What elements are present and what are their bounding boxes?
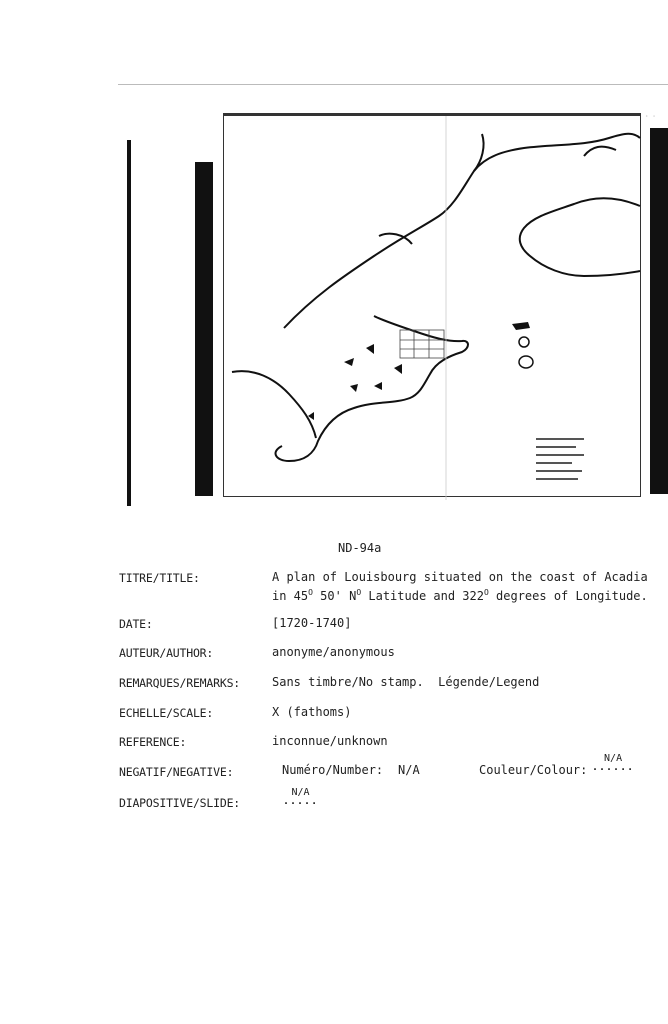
- film-edge-mid: [195, 162, 213, 496]
- negative-colour-dots: ......: [592, 762, 635, 773]
- slide-label: DIAPOSITIVE/SLIDE:: [119, 796, 241, 810]
- remarks-value: Sans timbre/No stamp. Légende/Legend: [272, 675, 540, 689]
- title-value: [272, 570, 648, 604]
- negative-number-label: Numéro/Number:: [282, 763, 384, 777]
- map-image: [223, 113, 641, 497]
- film-edge-left: [127, 140, 131, 506]
- negative-colour-stack: [592, 754, 634, 772]
- document-number: ND-94a: [338, 541, 382, 555]
- negative-number-value: N/A: [398, 763, 420, 777]
- author-value: anonyme/anonymous: [272, 645, 395, 659]
- slide-value: N/A: [291, 787, 310, 798]
- slide-dots: .....: [283, 796, 319, 807]
- title-label: TITRE/TITLE:: [119, 571, 200, 585]
- slide-stack: [283, 788, 318, 806]
- author-label: AUTEUR/AUTHOR:: [119, 646, 214, 660]
- scale-value: X (fathoms): [272, 705, 352, 719]
- negative-colour-value: N/A: [604, 753, 623, 764]
- corner-mark: · ·: [645, 113, 656, 120]
- title-line-1: A plan of Louisbourg situated on the coast of Acadia: [272, 570, 648, 584]
- remarks-label: REMARQUES/REMARKS:: [119, 676, 241, 690]
- date-value: [1720-1740]: [272, 616, 352, 630]
- scale-label: ECHELLE/SCALE:: [119, 706, 214, 720]
- reference-label: REFERENCE:: [119, 735, 187, 749]
- top-rule: [118, 84, 668, 85]
- date-label: DATE:: [119, 617, 153, 631]
- film-edge-right: [650, 128, 668, 494]
- reference-value: inconnue/unknown: [272, 734, 388, 748]
- negative-colour-label: Couleur/Colour:: [479, 763, 588, 777]
- negative-label: NEGATIF/NEGATIVE:: [119, 765, 234, 779]
- title-line-2: in $45^O$ 50' $N^O$ Latitude and $322^O$ degrees of Longitude.: [272, 588, 648, 603]
